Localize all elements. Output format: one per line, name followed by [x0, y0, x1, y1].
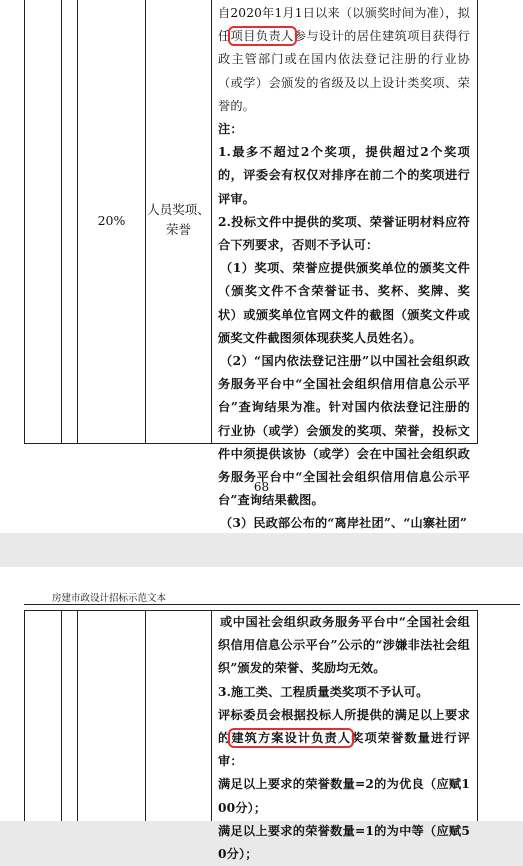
table-border-left [24, 0, 25, 444]
highlight-design-leader: 建筑方案设计负责人 [231, 731, 352, 746]
header-rule [24, 604, 520, 605]
invalid-awards-text: 或中国社会组织政务服务平台中“全国社会组织信用信息公示平台”公示的“涉嫌非法社会组织”颁发的荣誉、奖励均无效。 [218, 615, 470, 676]
table-col-divider [77, 610, 78, 821]
note-2-2: （2）“国内依法登记注册”以中国社会组织政务服务平台中“全国社会组织信用信息公示平台”查询结果为准。针对国内依法登记注册的行业协（或学）会颁发的奖项、荣誉，投标文件中须提供该协（或学）会在中国社会组织政务服务平台中“全国社会组织信用信息公示平台”查询结果截图。 [218, 354, 470, 508]
table-col-divider [145, 610, 146, 821]
score-rule-2: 满足以上要求的荣誉数量=1的为中等（应赋50分）； [218, 823, 470, 862]
table-col-divider [211, 610, 212, 821]
note-2-3: （3）民政部公布的“离岸社团”、“山寨社团” [220, 516, 468, 531]
table-border-left [24, 610, 25, 821]
note-3: 3.施工类、工程质量类奖项不予认可。 [218, 684, 429, 699]
document-page-2 [0, 567, 523, 862]
item-cell-line-2: 荣誉 [165, 222, 191, 237]
weight-cell: 20% [97, 213, 126, 228]
page-number: 68 [253, 480, 270, 494]
evaluation-text: 评标委员会根据投标人所提供的满足以上要求的 [218, 707, 470, 746]
table-border-right [477, 0, 478, 444]
note-label: 注： [218, 122, 243, 137]
criteria-intro-cont: 参与设计的居住建筑项目获得行政主管部门或在国内依法登记注册的行业协（或学）会颁发的省级及以上设计类奖项、荣誉的。 [218, 29, 471, 113]
criteria-content [218, 2, 470, 536]
note-1: 1.最多不超过2个奖项，提供超过2个奖项的，评委会有权仅对排序在前二个的奖项进行评审。 [218, 145, 470, 206]
item-cell [146, 200, 211, 240]
evaluation-text-cont: 奖项荣誉数量进行评审： [218, 731, 470, 769]
table-col-divider [211, 0, 212, 444]
note-2-1: （1）奖项、荣誉应提供颁奖单位的颁奖文件（颁奖文件不含荣誉证书、奖杯、奖牌、奖状）或颁奖单位官网文件的截图（颁奖文件或颁奖文件截图须体现获奖人员姓名）。 [218, 261, 470, 345]
criteria-content-cont [218, 611, 470, 866]
running-header: 房建市政设计招标示范文本 [52, 593, 167, 604]
note-2: 2.投标文件中提供的奖项、荣誉证明材料应符合下列要求，否则不予认可： [218, 214, 470, 253]
score-rule-1: 满足以上要求的荣誉数量=2的为优良（应赋100分）； [218, 777, 470, 815]
table-col-divider [61, 610, 62, 821]
highlight-project-leader: 项目负责人 [230, 29, 294, 44]
table-col-divider [61, 0, 62, 444]
item-cell-line-1: 人员奖项、 [147, 202, 210, 217]
table-border-right [477, 610, 478, 821]
criteria-intro: 自2020年1月1日以来（以颁奖时间为准），拟任 [218, 6, 470, 44]
